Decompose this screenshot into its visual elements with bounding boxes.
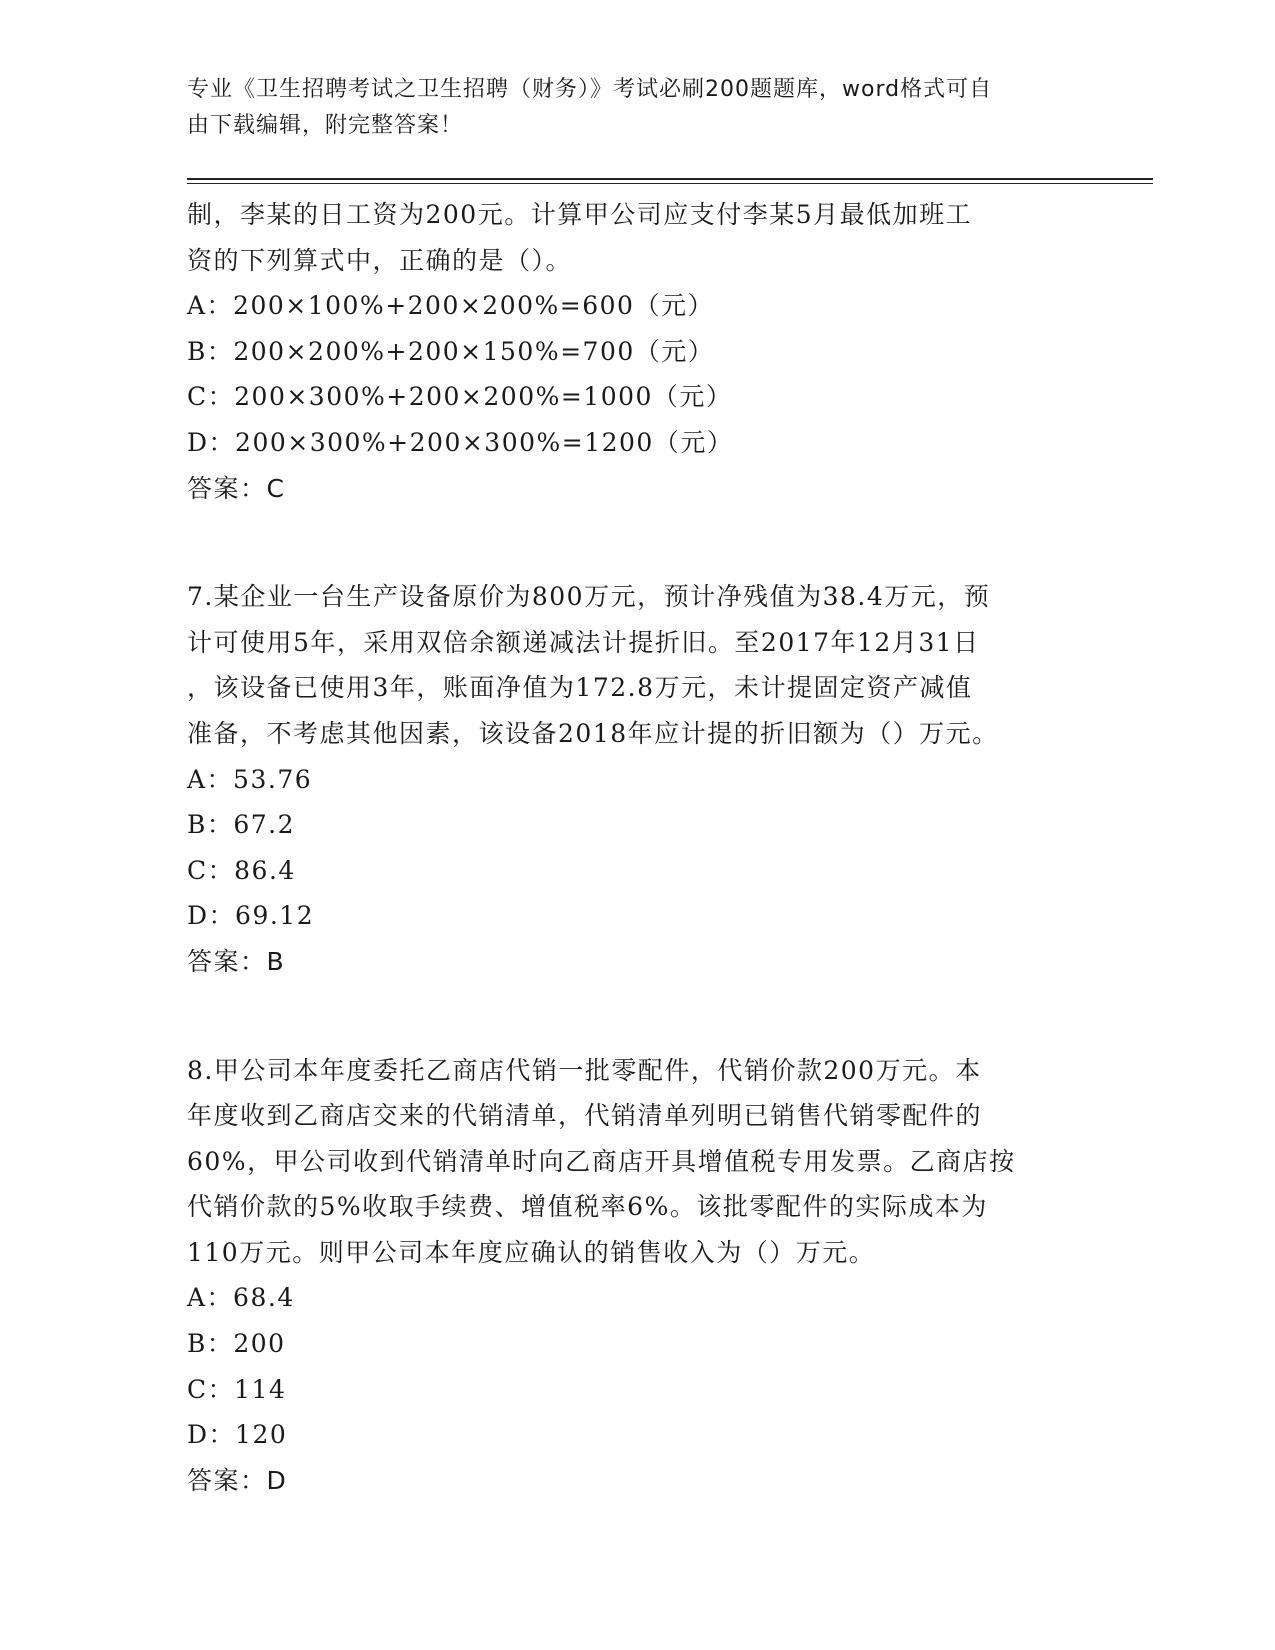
header-divider-thin bbox=[187, 183, 1153, 184]
option-d: D：200×300%+200×300%=1200（元） bbox=[187, 427, 734, 457]
question-8 bbox=[187, 1048, 1087, 1504]
question-text-line: 代销价款的5%收取手续费、增值税率6%。该批零配件的实际成本为 bbox=[187, 1192, 988, 1222]
answer-line: 答案：B bbox=[187, 946, 286, 976]
question-text-line: 110万元。则甲公司本年度应确认的销售收入为（）万元。 bbox=[187, 1237, 876, 1267]
question-text-line: ，该设备已使用3年，账面净值为172.8万元，未计提固定资产减值 bbox=[187, 673, 973, 703]
question-7 bbox=[187, 574, 1087, 984]
option-b: B：200 bbox=[187, 1329, 286, 1359]
option-b: B：200×200%+200×150%=700（元） bbox=[187, 336, 715, 366]
question-text-line: 准备，不考虑其他因素，该设备2018年应计提的折旧额为（）万元。 bbox=[187, 718, 999, 748]
option-a: A：200×100%+200×200%=600（元） bbox=[187, 291, 714, 321]
option-c: C：200×300%+200×200%=1000（元） bbox=[187, 382, 733, 412]
header-line-1: 专业《卫生招聘考试之卫生招聘（财务）》考试必刷200题题库，word格式可自 bbox=[187, 77, 993, 102]
option-a: A：53.76 bbox=[187, 764, 313, 794]
question-text-line: 制，李某的日工资为200元。计算甲公司应支付李某5月最低加班工 bbox=[187, 200, 973, 229]
option-d: D：69.12 bbox=[187, 901, 315, 931]
header-divider-thick bbox=[187, 178, 1153, 180]
question-text-line: 60%，甲公司收到代销清单时向乙商店开具增值税专用发票。乙商店按 bbox=[187, 1146, 1016, 1176]
option-c: C：114 bbox=[187, 1374, 287, 1404]
answer-line: 答案：D bbox=[187, 1465, 288, 1495]
page-header bbox=[187, 72, 1067, 144]
question-text-line: 资的下列算式中，正确的是（）。 bbox=[187, 245, 573, 275]
question-text-line: 年度收到乙商店交来的代销清单，代销清单列明已销售代销零配件的 bbox=[187, 1101, 983, 1131]
question-text-line: 7.某企业一台生产设备原价为800万元，预计净残值为38.4万元，预 bbox=[187, 582, 991, 612]
question-content bbox=[187, 192, 1087, 1503]
header-line-2: 由下载编辑，附完整答案！ bbox=[187, 113, 464, 138]
option-a: A：68.4 bbox=[187, 1283, 295, 1313]
question-text-line: 8.甲公司本年度委托乙商店代销一批零配件，代销价款200万元。本 bbox=[187, 1055, 982, 1085]
answer-line: 答案：C bbox=[187, 473, 286, 503]
question-text-line: 计可使用5年，采用双倍余额递减法计提折旧。至2017年12月31日 bbox=[187, 627, 980, 657]
question-6 bbox=[187, 192, 1087, 511]
option-d: D：120 bbox=[187, 1420, 288, 1450]
option-b: B：67.2 bbox=[187, 810, 296, 840]
option-c: C：86.4 bbox=[187, 855, 296, 885]
